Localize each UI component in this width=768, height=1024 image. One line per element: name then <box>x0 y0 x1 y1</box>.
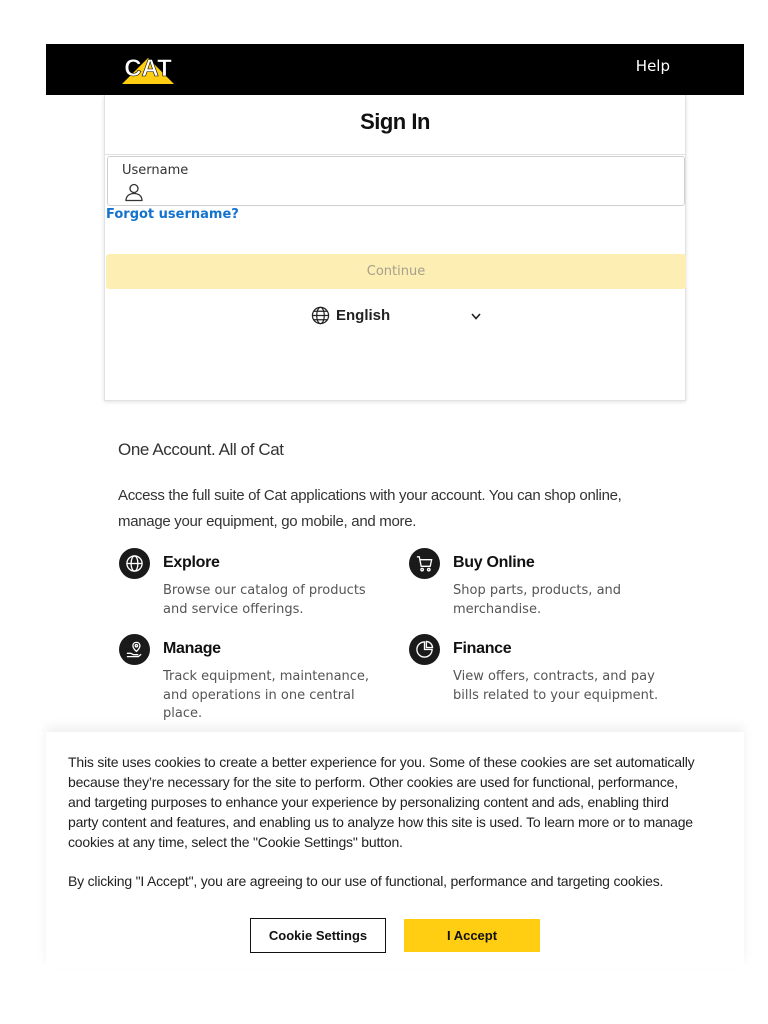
username-label: Username <box>122 163 189 178</box>
feature-title: Explore <box>163 554 220 571</box>
signin-title: Sign In <box>360 109 430 134</box>
cookie-consent-text: By clicking "I Accept", you are agreeing to our use of functional, performance and targeting cookies. <box>68 873 664 889</box>
cookie-settings-button[interactable]: Cookie Settings <box>250 918 386 953</box>
globe-icon <box>119 548 150 579</box>
cookie-banner <box>46 732 744 968</box>
feature-description: Shop parts, products, and merchandise. <box>453 583 622 617</box>
location-hand-icon <box>119 634 150 665</box>
cat-logo[interactable] <box>118 54 178 86</box>
svg-text:CAT: CAT <box>124 55 172 82</box>
language-label: English <box>336 307 391 324</box>
site-header <box>46 44 744 95</box>
accept-cookies-button[interactable]: I Accept <box>404 919 540 952</box>
info-heading: One Account. All of Cat <box>118 440 284 459</box>
cart-icon <box>409 548 440 579</box>
divider <box>105 154 685 155</box>
feature-title: Manage <box>163 640 221 657</box>
help-link[interactable]: Help <box>635 57 670 75</box>
forgot-username-link[interactable]: Forgot username? <box>106 207 239 222</box>
cookie-text: This site uses cookies to create a better experience for you. Some of these cookies are set automatically because they’re necessary for the site to perform. Other cookies are used for functional, performance, and targeting purposes to enhance your experience by personalizing content and ads, enabling third party content and features, and enabling us to analyze how this site is used. To learn more or to manage cookies at any time, select the "Cookie Settings" button. <box>68 754 695 850</box>
info-text: Access the full suite of Cat applications with your account. You can shop online, manage your equipment, go mobile, and more. <box>118 487 622 530</box>
user-icon <box>124 182 144 202</box>
feature-description: View offers, contracts, and pay bills related to your equipment. <box>453 669 659 703</box>
signin-card <box>104 95 686 401</box>
globe-icon <box>311 306 330 325</box>
pie-chart-icon <box>409 634 440 665</box>
chevron-down-icon <box>469 309 483 323</box>
language-select[interactable] <box>311 305 487 327</box>
username-field[interactable] <box>107 156 685 206</box>
feature-title: Buy Online <box>453 554 535 571</box>
feature-description: Track equipment, maintenance, and operations in one central place. <box>163 669 370 721</box>
feature-title: Finance <box>453 640 512 657</box>
feature-description: Browse our catalog of products and service offerings. <box>163 583 366 617</box>
continue-button[interactable]: Continue <box>106 254 686 289</box>
